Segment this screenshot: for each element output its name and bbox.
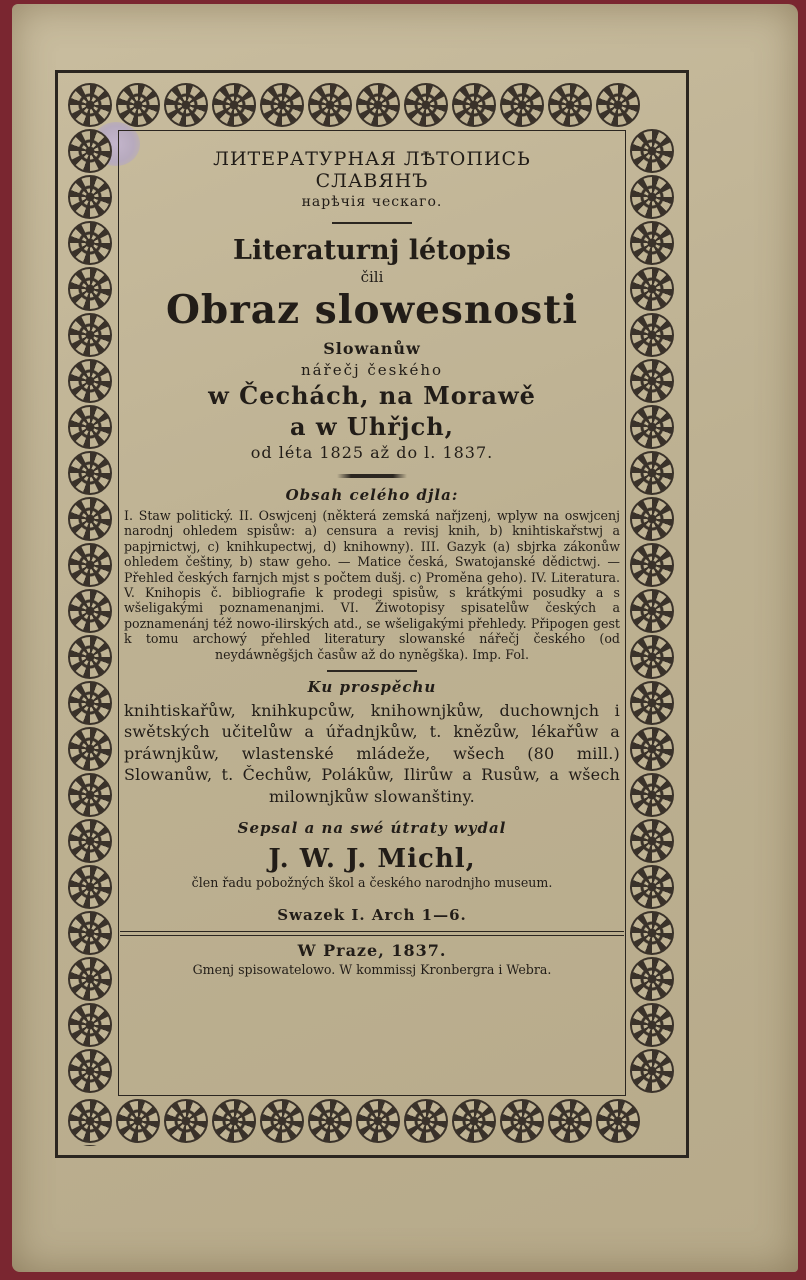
rosette-ornament bbox=[212, 83, 256, 127]
rosette-ornament bbox=[116, 83, 160, 127]
rosette-ornament bbox=[68, 957, 112, 1001]
rosette-ornament bbox=[596, 1099, 640, 1143]
rosette-ornament bbox=[68, 267, 112, 311]
rosette-ornament bbox=[630, 865, 674, 909]
rosette-ornament bbox=[68, 175, 112, 219]
rosette-ornament bbox=[260, 1099, 304, 1143]
main-title: Obraz slowesnosti bbox=[165, 287, 579, 333]
contents-text: I. Staw politický. II. Oswjcenj (některá zemská nařjzenj, wplyw na oswjcenj narodnj ohledem spisůw: a) censura a revisj knih, b) knihtiskařstwj a papjrnictwj, c) knihkupectwj, d) knihowny). III. Gazyk (a) sbjrka zákonůw ohledem češtiny, b) staw geho. — Matice česká, Swatojanské dědictwj. — Přehled českých farnjch mjst s počtem dušj. c) Proměna geho). IV. Literatura. V. Knihopis č. bibliografie k prodegi spisůw, s krátkými posudky a s wšeligakými poznamenanjmi. VI. Žiwotopisy spisatelůw českých a poznamenánj též nowo-ilirských atd., se wšeligakými přehledy. Připogen gest k tomu archowý přehled literatury slowanské nářečj českého (od neydáwněgšjch časůw až do nyněgška). Imp. Fol. bbox=[124, 508, 620, 662]
rosette-ornament bbox=[630, 405, 674, 449]
rosette-ornament bbox=[630, 1049, 674, 1093]
divider-rule bbox=[332, 222, 412, 224]
rosette-ornament bbox=[500, 1099, 544, 1143]
cyrillic-title-line3: нарѣчія ческаго. bbox=[301, 194, 443, 210]
cyrillic-title-line1: ЛИТЕРАТУРНАЯ ЛѢТОПИСЬ bbox=[213, 148, 531, 170]
rosette-ornament bbox=[68, 1049, 112, 1093]
title-line2: čili bbox=[360, 268, 384, 286]
author-description: člen řadu pobožných škol a českého narodnjho museum. bbox=[191, 875, 553, 891]
rosette-ornament bbox=[630, 819, 674, 863]
rosette-ornament bbox=[630, 681, 674, 725]
rosette-ornament bbox=[404, 83, 448, 127]
rosette-ornament bbox=[68, 727, 112, 771]
rosette-ornament bbox=[630, 267, 674, 311]
rosette-ornament bbox=[68, 405, 112, 449]
title-line4: Slowanůw bbox=[323, 339, 421, 358]
contents-heading: Obsah celého djla: bbox=[285, 486, 459, 504]
ornament-rule bbox=[337, 474, 407, 478]
cyrillic-title-line2: СЛАВЯНЪ bbox=[315, 170, 429, 192]
imprint-place: W Praze, 1837. bbox=[297, 941, 447, 961]
rosette-ornament bbox=[630, 543, 674, 587]
ornament-border-top bbox=[66, 82, 678, 128]
rosette-ornament bbox=[548, 83, 592, 127]
double-rule bbox=[120, 931, 624, 936]
rosette-ornament bbox=[68, 83, 112, 127]
rosette-ornament bbox=[68, 635, 112, 679]
author-heading: Sepsal a na swé útraty wydal bbox=[237, 819, 507, 838]
rosette-ornament bbox=[630, 313, 674, 357]
rosette-ornament bbox=[308, 1099, 352, 1143]
issue-label: Swazek I. Arch 1—6. bbox=[277, 906, 467, 925]
rosette-ornament bbox=[630, 129, 674, 173]
rosette-ornament bbox=[164, 1099, 208, 1143]
benefit-text: knihtiskařůw, knihkupcůw, knihownjkůw, duchownjch i swětských učitelůw a úřadnjkůw, t. knězůw, lékařůw a práwnjkůw, wlastenské mládeže, wšech (80 mill.) Slowanůw, t. Čechůw, Polákůw, Ilirůw a Rusůw, a wšech milownjkůw slowanštiny. bbox=[124, 700, 620, 806]
rosette-ornament bbox=[356, 83, 400, 127]
title-line6: w Čechách, na Morawě bbox=[208, 381, 536, 410]
rosette-ornament bbox=[164, 83, 208, 127]
rosette-ornament bbox=[68, 911, 112, 955]
rosette-ornament bbox=[630, 359, 674, 403]
rosette-ornament bbox=[68, 773, 112, 817]
rosette-ornament bbox=[630, 727, 674, 771]
rosette-ornament bbox=[68, 819, 112, 863]
rosette-ornament bbox=[68, 1003, 112, 1047]
benefit-heading: Ku prospěchu bbox=[307, 677, 437, 696]
rosette-ornament bbox=[630, 589, 674, 633]
ornament-border-left bbox=[66, 128, 116, 1098]
rosette-ornament bbox=[212, 1099, 256, 1143]
rosette-ornament bbox=[630, 911, 674, 955]
rosette-ornament bbox=[630, 221, 674, 265]
author-name: J. W. J. Michl, bbox=[268, 844, 476, 875]
rosette-ornament bbox=[308, 83, 352, 127]
rosette-ornament bbox=[68, 313, 112, 357]
rosette-ornament bbox=[630, 1003, 674, 1047]
title-line8: od léta 1825 až do l. 1837. bbox=[250, 443, 494, 462]
rosette-ornament bbox=[630, 451, 674, 495]
rosette-ornament bbox=[596, 83, 640, 127]
rosette-ornament bbox=[452, 1099, 496, 1143]
rosette-ornament bbox=[630, 773, 674, 817]
rosette-ornament bbox=[68, 497, 112, 541]
title-line7: a w Uhřjch, bbox=[289, 412, 455, 441]
title-line1: Literaturnj létopis bbox=[233, 235, 511, 266]
divider-rule bbox=[327, 670, 417, 672]
rosette-ornament bbox=[68, 129, 112, 173]
rosette-ornament bbox=[260, 83, 304, 127]
rosette-ornament bbox=[356, 1099, 400, 1143]
rosette-ornament bbox=[68, 1099, 112, 1143]
rosette-ornament bbox=[630, 635, 674, 679]
rosette-ornament bbox=[68, 221, 112, 265]
rosette-ornament bbox=[548, 1099, 592, 1143]
rosette-ornament bbox=[68, 589, 112, 633]
imprint-publisher: Gmenj spisowatelowo. W kommissj Kronbergra i Webra. bbox=[192, 962, 552, 978]
title-line5: nářečj českého bbox=[300, 361, 444, 379]
rosette-ornament bbox=[68, 451, 112, 495]
rosette-ornament bbox=[630, 957, 674, 1001]
rosette-ornament bbox=[404, 1099, 448, 1143]
rosette-ornament bbox=[630, 497, 674, 541]
rosette-ornament bbox=[68, 543, 112, 587]
ornament-border-right bbox=[628, 128, 678, 1098]
rosette-ornament bbox=[500, 83, 544, 127]
rosette-ornament bbox=[68, 359, 112, 403]
title-page bbox=[124, 140, 620, 978]
rosette-ornament bbox=[116, 1099, 160, 1143]
rosette-ornament bbox=[68, 681, 112, 725]
rosette-ornament bbox=[630, 175, 674, 219]
rosette-ornament bbox=[452, 83, 496, 127]
rosette-ornament bbox=[68, 865, 112, 909]
ornament-border-bottom bbox=[66, 1098, 678, 1146]
rosette-ornament bbox=[68, 1145, 112, 1146]
